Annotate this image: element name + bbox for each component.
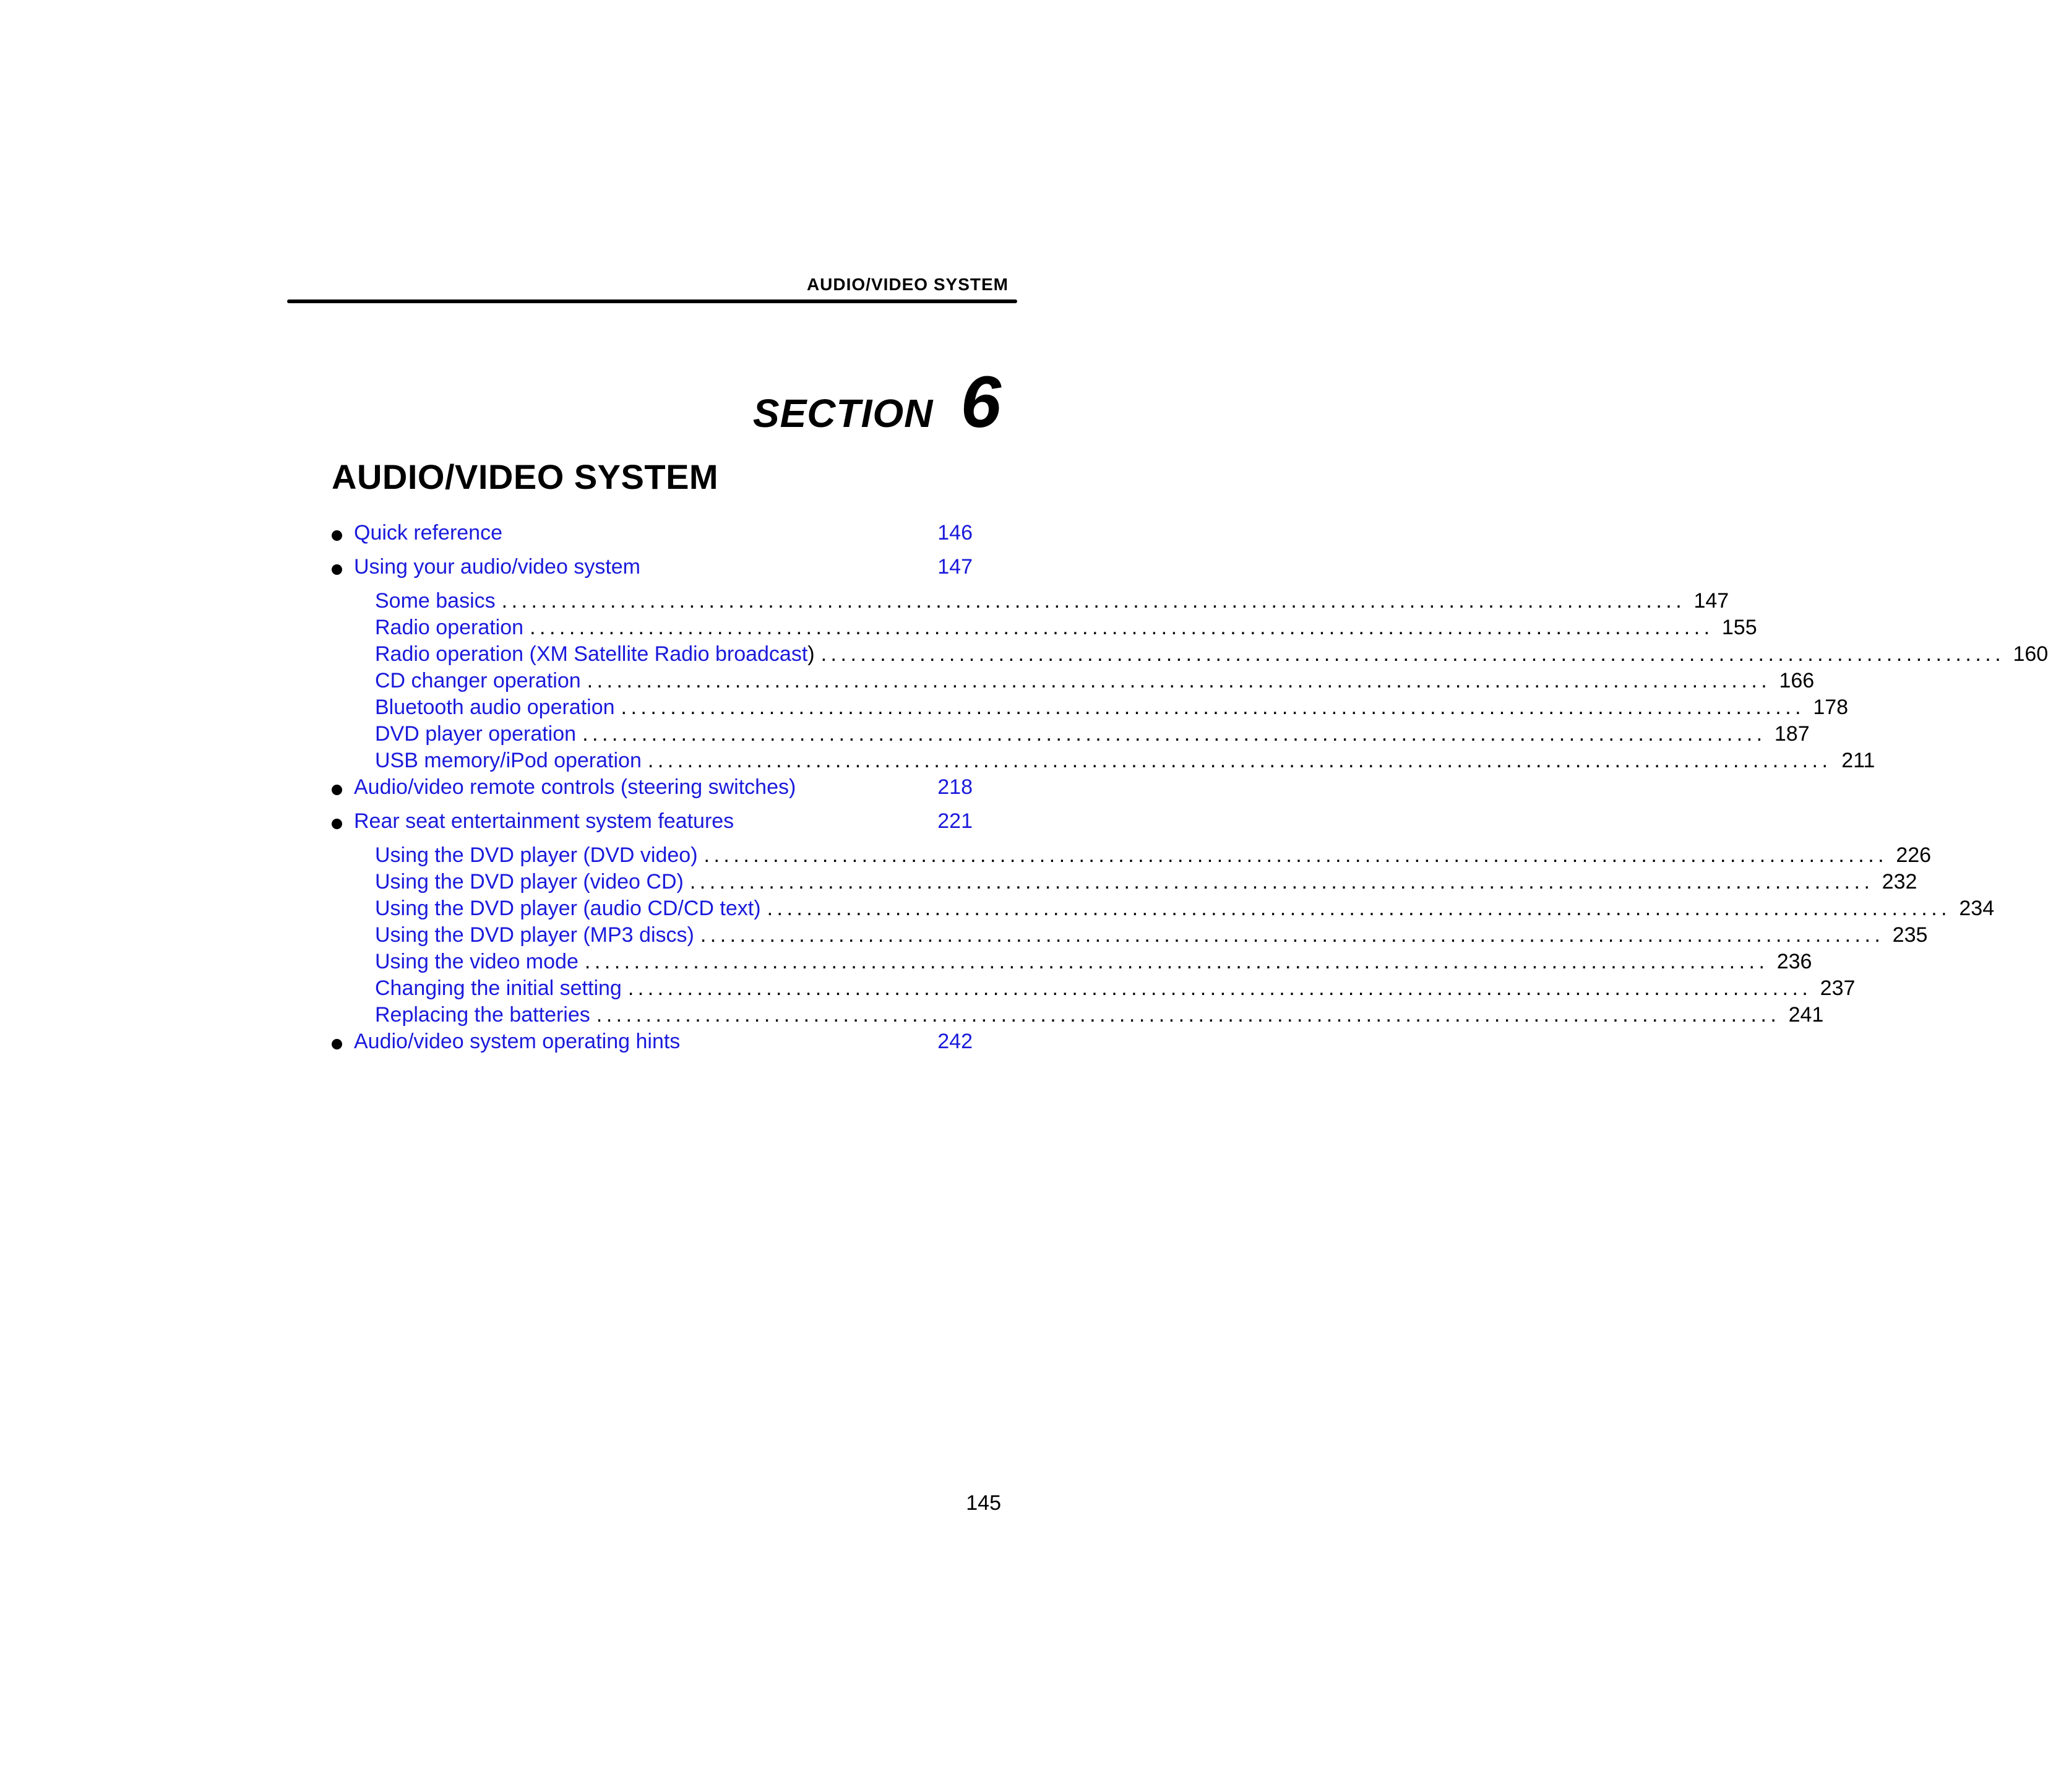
toc-page-number: 235: [1892, 923, 1928, 947]
dot-leader: ........................................................................................................................: [700, 923, 1885, 947]
toc-subentry: [332, 870, 1917, 897]
toc-page-number: 211: [1841, 749, 1875, 772]
toc-link[interactable]: Quick reference: [354, 521, 502, 545]
toc-page-number: 147: [1693, 589, 1729, 613]
toc-page-number: 160: [2013, 642, 2048, 666]
toc-page-number: 187: [1774, 722, 1810, 746]
page-number: 145: [966, 1491, 1001, 1515]
toc-link[interactable]: Radio operation (XM Satellite Radio broadcast: [375, 642, 808, 666]
toc-subentry: [332, 616, 1757, 642]
dot-leader: ........................................................................................................................: [689, 870, 1874, 894]
toc-page-number[interactable]: 242: [937, 1030, 973, 1053]
toc-subentry: [332, 976, 1856, 1003]
toc-subentry: [332, 1003, 1824, 1030]
toc-link[interactable]: Using the video mode: [375, 950, 579, 973]
toc-link[interactable]: Audio/video system operating hints: [354, 1030, 681, 1053]
dot-leader: ........................................................................................................................: [703, 843, 1888, 867]
toc-link[interactable]: Audio/video remote controls (steering switches): [354, 775, 796, 799]
running-header: AUDIO/VIDEO SYSTEM: [806, 275, 1009, 294]
toc-link[interactable]: USB memory/iPod operation: [375, 749, 642, 772]
toc-link[interactable]: Radio operation: [375, 616, 524, 639]
toc-link[interactable]: Some basics: [375, 589, 496, 613]
toc-link-tail: ): [807, 642, 815, 666]
toc-subentry: [332, 950, 1812, 976]
toc-page-number: 234: [1959, 897, 1995, 920]
toc-link[interactable]: DVD player operation: [375, 722, 577, 746]
dot-leader: ........................................................................................................................: [587, 669, 1771, 692]
dot-leader: ........................................................................................................................: [621, 696, 1805, 719]
toc-entry: [332, 1030, 973, 1064]
dot-leader: ........................................................................................................................: [501, 589, 1686, 613]
toc-link[interactable]: Using the DVD player (MP3 discs): [375, 923, 694, 947]
toc-link[interactable]: Replacing the batteries: [375, 1003, 590, 1027]
toc-subentry: [332, 749, 1875, 775]
toc-page-number: 237: [1820, 976, 1856, 1000]
dot-leader: ........................................................................................................................: [530, 616, 1714, 639]
toc-link[interactable]: Using the DVD player (audio CD/CD text): [375, 897, 761, 920]
toc-subentry: [332, 669, 1815, 696]
toc-subentry: [332, 923, 1928, 950]
dot-leader: ........................................................................................................................: [596, 1003, 1781, 1027]
toc-page-number[interactable]: 218: [937, 775, 973, 799]
toc-entry: [332, 775, 973, 809]
table-of-contents: [332, 521, 2048, 1064]
toc-link[interactable]: Changing the initial setting: [375, 976, 622, 1000]
toc-page-number: 166: [1779, 669, 1815, 692]
dot-leader: ........................................................................................................................: [627, 976, 1812, 1000]
toc-page-number: 232: [1882, 870, 1917, 894]
toc-subentry: [332, 843, 1932, 870]
bullet-icon: [332, 819, 342, 829]
section-number: 6: [960, 361, 1001, 443]
toc-page-number[interactable]: 147: [937, 555, 973, 579]
toc-subentry: [332, 642, 2048, 669]
toc-link[interactable]: Bluetooth audio operation: [375, 696, 615, 719]
dot-leader: ........................................................................................................................: [820, 642, 2005, 666]
dot-leader: ........................................................................................................................: [647, 749, 1832, 772]
toc-entry: [332, 521, 973, 555]
header-rule: [287, 299, 1017, 303]
toc-entry: [332, 555, 973, 589]
bullet-icon: [332, 1039, 342, 1049]
bullet-icon: [332, 564, 342, 575]
toc-subentry: [332, 897, 1995, 923]
toc-page-number[interactable]: 221: [937, 809, 973, 833]
toc-subentry: [332, 589, 1729, 616]
dot-leader: ........................................................................................................................: [767, 897, 1951, 920]
toc-link[interactable]: CD changer operation: [375, 669, 581, 692]
section-label: SECTION: [752, 391, 934, 436]
toc-link[interactable]: Using your audio/video system: [354, 555, 641, 579]
bullet-icon: [332, 530, 342, 541]
toc-subentry: [332, 722, 1810, 749]
toc-page-number: 236: [1776, 950, 1812, 973]
toc-link[interactable]: Using the DVD player (DVD video): [375, 843, 698, 867]
toc-subentry: [332, 696, 1849, 722]
section-heading: [753, 360, 1001, 444]
dot-leader: ........................................................................................................................: [584, 950, 1769, 973]
page-title: AUDIO/VIDEO SYSTEM: [332, 457, 719, 496]
toc-link[interactable]: Rear seat entertainment system features: [354, 809, 734, 833]
dot-leader: ........................................................................................................................: [582, 722, 1766, 746]
bullet-icon: [332, 785, 342, 795]
toc-link[interactable]: Using the DVD player (video CD): [375, 870, 684, 894]
toc-page-number: 155: [1721, 616, 1757, 639]
toc-page-number: 241: [1788, 1003, 1824, 1027]
toc-page-number[interactable]: 146: [937, 521, 973, 545]
toc-page-number: 226: [1896, 843, 1932, 867]
toc-entry: [332, 809, 973, 843]
toc-page-number: 178: [1813, 696, 1849, 719]
